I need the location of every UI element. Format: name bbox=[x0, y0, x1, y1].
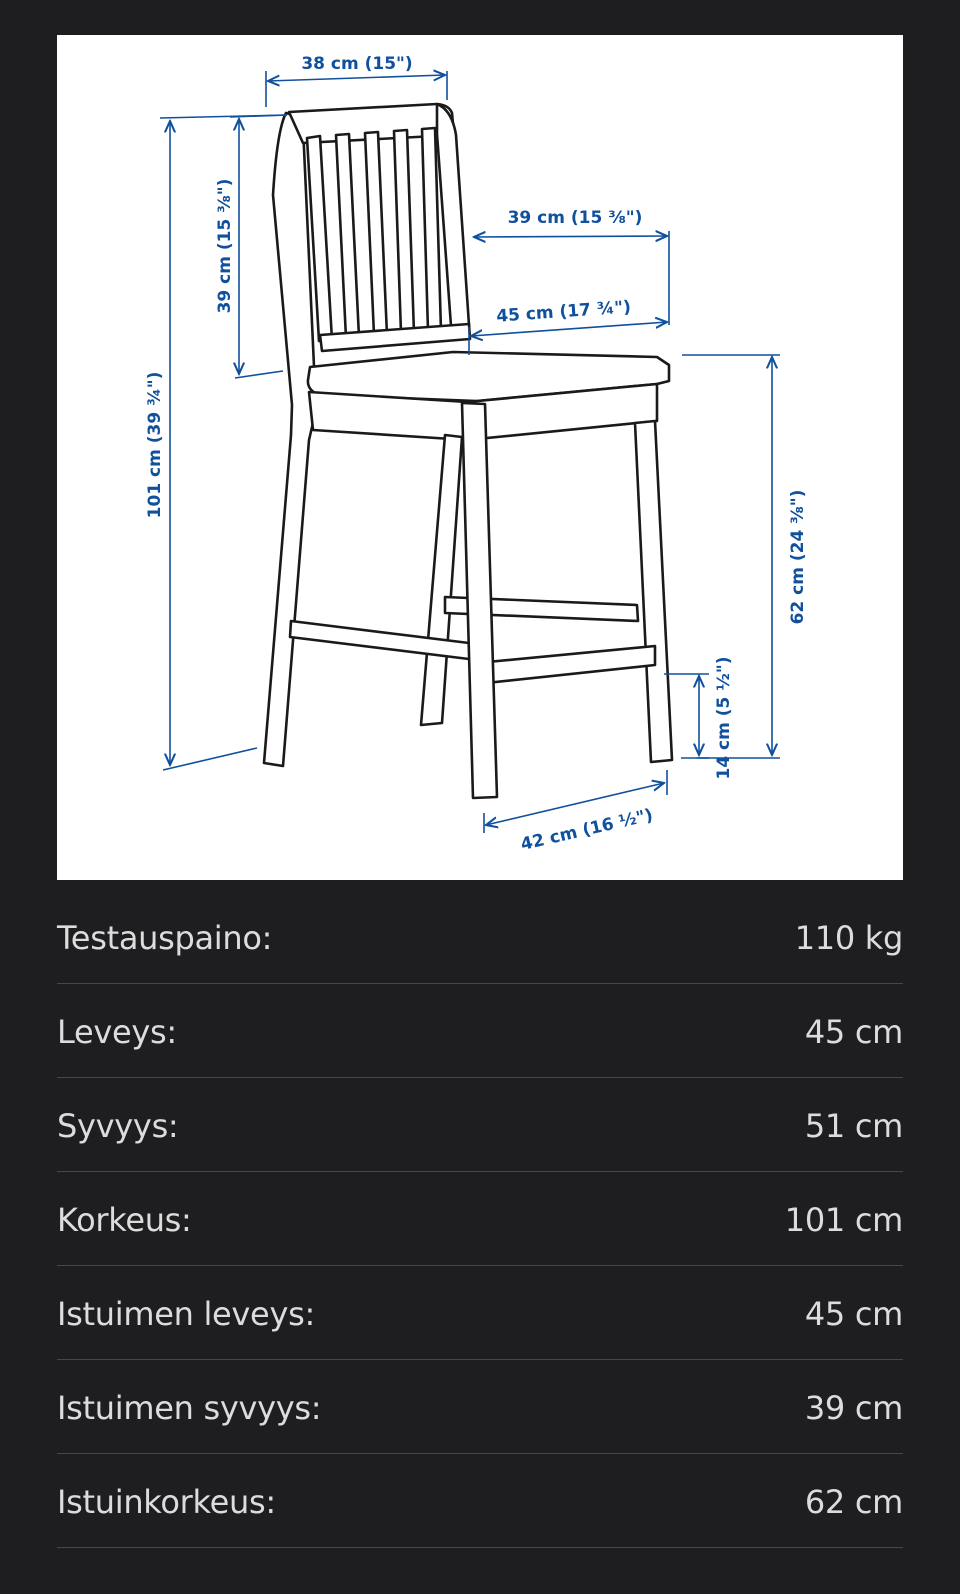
label-seat-depth: 39 cm (15 ⅜") bbox=[507, 208, 643, 228]
spec-value: 51 cm bbox=[804, 1106, 903, 1145]
spec-row-seat-depth bbox=[57, 1360, 903, 1454]
spec-value: 45 cm bbox=[804, 1012, 903, 1051]
spec-value: 45 cm bbox=[804, 1294, 903, 1333]
spec-label: Testauspaino: bbox=[57, 918, 273, 957]
label-footrest-height: 14 cm (5 ½") bbox=[714, 656, 734, 780]
spec-label: Istuimen leveys: bbox=[57, 1294, 315, 1333]
spec-value: 101 cm bbox=[784, 1200, 903, 1239]
spec-value: 39 cm bbox=[804, 1388, 903, 1427]
spec-row-depth bbox=[57, 1078, 903, 1172]
label-base-width: 42 cm (16 ½") bbox=[518, 805, 655, 856]
label-top-width: 38 cm (15") bbox=[301, 54, 413, 74]
label-backrest-height: 39 cm (15 ⅜") bbox=[215, 178, 235, 314]
bar-stool-drawing bbox=[57, 35, 903, 880]
spec-row-width bbox=[57, 984, 903, 1078]
spec-label: Korkeus: bbox=[57, 1200, 192, 1239]
label-seat-width: 45 cm (17 ¾") bbox=[495, 297, 632, 327]
spec-row-seat-height bbox=[57, 1454, 903, 1548]
label-seat-height: 62 cm (24 ⅜") bbox=[788, 489, 808, 625]
spec-value: 62 cm bbox=[804, 1482, 903, 1521]
spec-label: Istuimen syvyys: bbox=[57, 1388, 322, 1427]
spec-row-seat-width bbox=[57, 1266, 903, 1360]
spec-label: Syvyys: bbox=[57, 1106, 179, 1145]
dimension-diagram bbox=[57, 35, 903, 880]
spec-row-test-weight bbox=[57, 890, 903, 984]
spec-row-height bbox=[57, 1172, 903, 1266]
spec-label: Istuinkorkeus: bbox=[57, 1482, 276, 1521]
spec-label: Leveys: bbox=[57, 1012, 177, 1051]
spec-value: 110 kg bbox=[794, 918, 903, 957]
label-total-height: 101 cm (39 ¾") bbox=[145, 371, 165, 519]
specifications-list bbox=[57, 890, 903, 1548]
